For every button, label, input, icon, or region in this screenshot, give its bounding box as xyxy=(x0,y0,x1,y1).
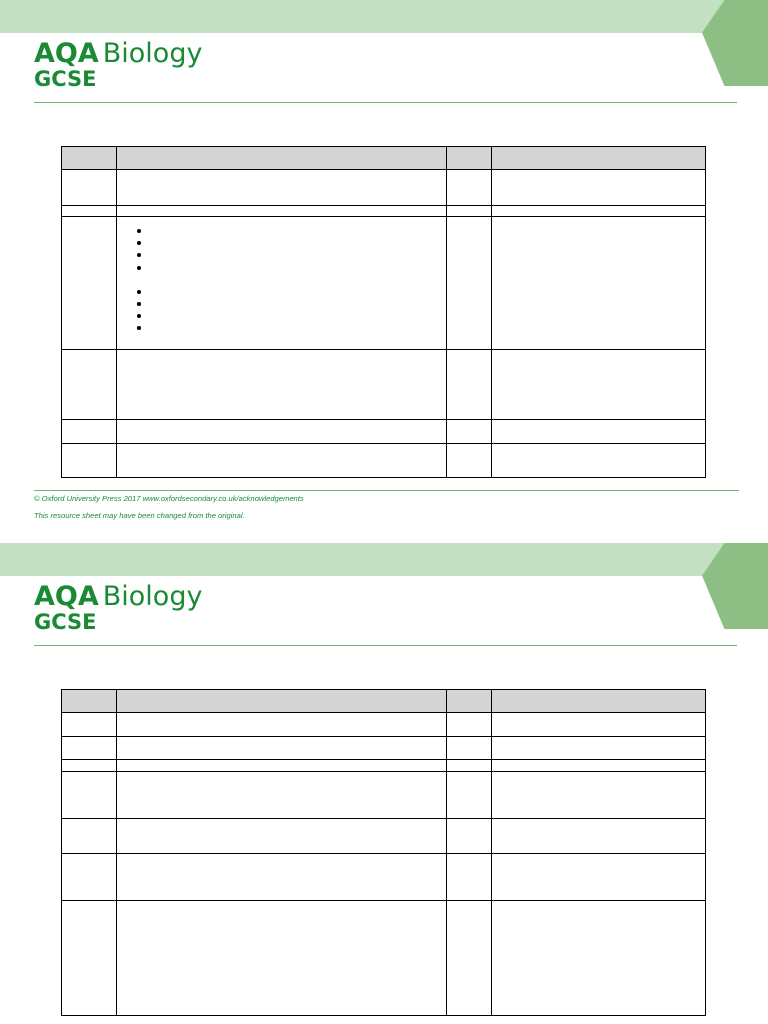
table-cell xyxy=(62,901,117,1016)
table-cell xyxy=(62,819,117,854)
header-cell xyxy=(447,147,492,170)
aqa-biology-gcse-logo xyxy=(34,40,202,90)
table-cell xyxy=(447,713,492,737)
list-gap xyxy=(137,274,446,286)
table-cell xyxy=(62,854,117,901)
table-cell xyxy=(447,772,492,819)
header-cell xyxy=(62,147,117,170)
table-cell xyxy=(117,350,447,420)
aqa-biology-gcse-logo xyxy=(34,583,202,633)
table-cell xyxy=(447,206,492,217)
table-cell xyxy=(447,170,492,206)
list-item xyxy=(137,286,446,298)
table-cell xyxy=(447,901,492,1016)
table-cell xyxy=(492,819,706,854)
table-row xyxy=(62,444,706,478)
list-item xyxy=(137,322,446,334)
header-divider xyxy=(34,102,737,103)
list-item xyxy=(137,298,446,310)
footer-divider xyxy=(34,490,739,491)
header-cell xyxy=(117,690,447,713)
table-header-row xyxy=(62,690,706,713)
table-row xyxy=(62,713,706,737)
logo-aqa: AQA xyxy=(34,38,99,69)
logo-level: GCSE xyxy=(34,610,97,634)
table-cell xyxy=(62,772,117,819)
table-row xyxy=(62,819,706,854)
table-cell xyxy=(492,772,706,819)
table-row xyxy=(62,772,706,819)
header-cell xyxy=(492,690,706,713)
logo-level: GCSE xyxy=(34,67,97,91)
table-cell xyxy=(492,217,706,350)
table-cell xyxy=(492,854,706,901)
table-cell xyxy=(492,420,706,444)
table-cell xyxy=(117,444,447,478)
table-cell xyxy=(62,206,117,217)
table-cell xyxy=(492,350,706,420)
table-cell xyxy=(447,444,492,478)
table-row xyxy=(62,901,706,1016)
table-cell xyxy=(447,217,492,350)
table-cell xyxy=(62,350,117,420)
header-cell xyxy=(62,690,117,713)
table-row xyxy=(62,420,706,444)
table-cell xyxy=(62,420,117,444)
table-row xyxy=(62,350,706,420)
table-cell xyxy=(62,444,117,478)
table-cell xyxy=(447,350,492,420)
table-cell xyxy=(447,420,492,444)
table-cell xyxy=(447,760,492,772)
table-cell xyxy=(492,206,706,217)
table-cell xyxy=(492,737,706,760)
logo-subject: Biology xyxy=(102,581,203,612)
table-cell xyxy=(492,444,706,478)
table-cell xyxy=(117,170,447,206)
footer-copyright: © Oxford University Press 2017 www.oxfordsecondary.co.uk/acknowledgements xyxy=(34,494,304,503)
header-cell xyxy=(117,147,447,170)
table-cell xyxy=(492,760,706,772)
table-row xyxy=(62,217,706,350)
list-item xyxy=(137,262,446,274)
header-divider xyxy=(34,645,737,646)
table-cell xyxy=(492,901,706,1016)
table-cell xyxy=(117,206,447,217)
header-band xyxy=(0,543,768,576)
list-item xyxy=(137,310,446,322)
table-cell xyxy=(447,854,492,901)
header-cell xyxy=(447,690,492,713)
list-item xyxy=(137,225,446,237)
table-cell xyxy=(62,217,117,350)
resource-sheet-page-2 xyxy=(0,543,768,1024)
table-row xyxy=(62,854,706,901)
table-header-row xyxy=(62,147,706,170)
table-cell xyxy=(117,901,447,1016)
table-cell xyxy=(117,713,447,737)
table-cell xyxy=(62,713,117,737)
table-row xyxy=(62,760,706,772)
table-cell xyxy=(62,170,117,206)
table-cell xyxy=(447,737,492,760)
table-cell xyxy=(117,819,447,854)
table-row xyxy=(62,170,706,206)
header-band xyxy=(0,0,768,33)
checklist-table xyxy=(61,146,706,478)
table-cell xyxy=(117,772,447,819)
list-item xyxy=(137,237,446,249)
table-cell xyxy=(117,217,447,350)
table-cell xyxy=(117,420,447,444)
table-cell xyxy=(62,760,117,772)
header-cell xyxy=(492,147,706,170)
table-cell xyxy=(117,737,447,760)
table-row xyxy=(62,206,706,217)
table-cell xyxy=(492,170,706,206)
list-item xyxy=(137,249,446,261)
table-cell xyxy=(117,854,447,901)
table-cell xyxy=(447,819,492,854)
table-cell xyxy=(117,760,447,772)
table-cell xyxy=(62,737,117,760)
table-cell xyxy=(492,713,706,737)
logo-subject: Biology xyxy=(102,38,203,69)
table-row xyxy=(62,737,706,760)
bullet-list xyxy=(117,217,446,335)
logo-aqa: AQA xyxy=(34,581,99,612)
checklist-table xyxy=(61,689,706,1016)
footer-notice: This resource sheet may have been changed from the original. xyxy=(34,511,245,520)
